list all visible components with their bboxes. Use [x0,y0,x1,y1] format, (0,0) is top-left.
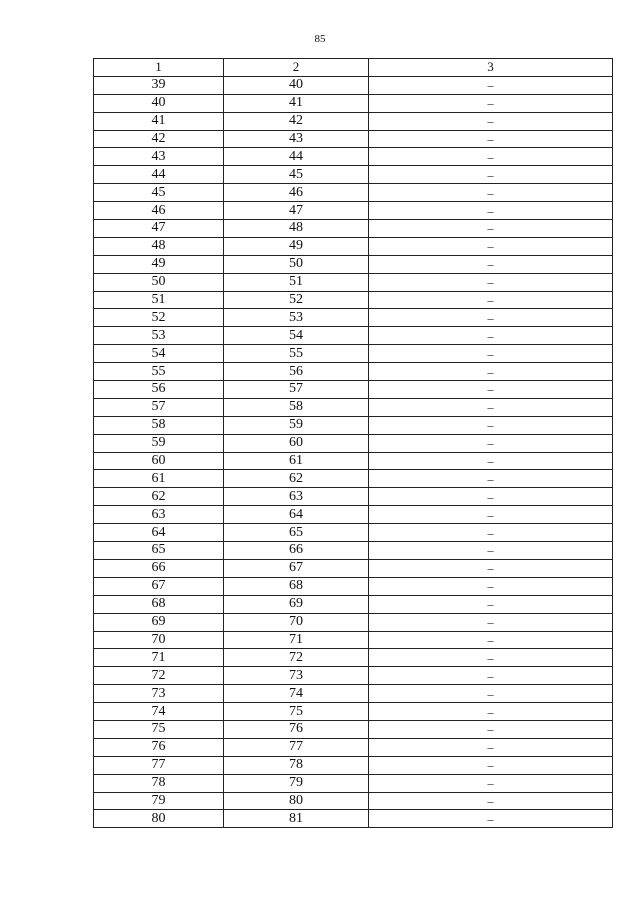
table-cell-col-3: – [369,810,613,828]
table-cell-col-1: 78 [94,774,224,792]
table-cell-col-1: 57 [94,398,224,416]
table-cell-col-3: – [369,470,613,488]
table-cell-col-3: – [369,774,613,792]
table-cell-col-3: – [369,363,613,381]
table-cell-col-2: 56 [224,363,369,381]
table-cell-col-2: 50 [224,255,369,273]
table-cell-col-2: 45 [224,166,369,184]
table-cell-col-2: 74 [224,685,369,703]
table-row [94,130,613,148]
table-row [94,327,613,345]
table-cell-col-1: 79 [94,792,224,810]
table-cell-col-3: – [369,94,613,112]
table-cell-col-2: 52 [224,291,369,309]
table-row [94,237,613,255]
table-cell-col-1: 66 [94,559,224,577]
table-cell-col-1: 51 [94,291,224,309]
table-cell-col-2: 61 [224,452,369,470]
table-cell-col-2: 76 [224,720,369,738]
table-cell-col-3: – [369,434,613,452]
table-cell-col-3: – [369,327,613,345]
table-cell-col-2: 48 [224,220,369,238]
table-row [94,506,613,524]
table-cell-col-2: 79 [224,774,369,792]
table-body [94,76,613,827]
table-row [94,166,613,184]
table-cell-col-3: – [369,577,613,595]
table-cell-col-2: 73 [224,667,369,685]
table-row [94,470,613,488]
table-row [94,76,613,94]
table-cell-col-3: – [369,738,613,756]
table-cell-col-1: 47 [94,220,224,238]
table-row [94,434,613,452]
table-cell-col-1: 73 [94,685,224,703]
table-row [94,309,613,327]
table-cell-col-2: 43 [224,130,369,148]
table-cell-col-2: 70 [224,613,369,631]
table-cell-col-1: 56 [94,381,224,399]
table-cell-col-3: – [369,273,613,291]
table-header-row [94,59,613,77]
table-row [94,184,613,202]
table-row [94,148,613,166]
table-row [94,452,613,470]
table-cell-col-3: – [369,112,613,130]
table-cell-col-1: 58 [94,416,224,434]
table-cell-col-3: – [369,595,613,613]
table-cell-col-2: 47 [224,202,369,220]
table-row [94,363,613,381]
table-cell-col-3: – [369,202,613,220]
table-cell-col-2: 51 [224,273,369,291]
table-cell-col-2: 53 [224,309,369,327]
table-cell-col-3: – [369,756,613,774]
table-cell-col-2: 72 [224,649,369,667]
table-row [94,291,613,309]
table-row [94,381,613,399]
table-cell-col-1: 52 [94,309,224,327]
table-cell-col-1: 55 [94,363,224,381]
table-row [94,273,613,291]
table-row [94,112,613,130]
table-row [94,255,613,273]
table-cell-col-3: – [369,720,613,738]
table-cell-col-3: – [369,184,613,202]
table-cell-col-3: – [369,792,613,810]
table-cell-col-2: 42 [224,112,369,130]
table-cell-col-2: 67 [224,559,369,577]
table-cell-col-2: 40 [224,76,369,94]
table-cell-col-3: – [369,649,613,667]
table-cell-col-2: 66 [224,542,369,560]
table-row [94,542,613,560]
table-row [94,792,613,810]
table-cell-col-1: 50 [94,273,224,291]
table-cell-col-3: – [369,166,613,184]
table-row [94,756,613,774]
table-row [94,345,613,363]
data-table-container [93,58,612,828]
table-cell-col-1: 68 [94,595,224,613]
table-row [94,810,613,828]
table-cell-col-2: 55 [224,345,369,363]
table-cell-col-3: – [369,237,613,255]
table-cell-col-2: 68 [224,577,369,595]
table-cell-col-3: – [369,631,613,649]
table-cell-col-1: 74 [94,703,224,721]
table-cell-col-3: – [369,398,613,416]
table-row [94,649,613,667]
table-cell-col-2: 60 [224,434,369,452]
table-cell-col-3: – [369,309,613,327]
table-cell-col-3: – [369,452,613,470]
table-row [94,94,613,112]
table-cell-col-1: 62 [94,488,224,506]
table-cell-col-3: – [369,345,613,363]
table-cell-col-3: – [369,130,613,148]
table-cell-col-1: 44 [94,166,224,184]
table-cell-col-2: 59 [224,416,369,434]
table-cell-col-1: 67 [94,577,224,595]
table-cell-col-2: 65 [224,524,369,542]
table-cell-col-3: – [369,148,613,166]
table-cell-col-1: 59 [94,434,224,452]
table-cell-col-1: 49 [94,255,224,273]
table-cell-col-1: 69 [94,613,224,631]
table-row [94,488,613,506]
table-cell-col-2: 49 [224,237,369,255]
table-cell-col-3: – [369,667,613,685]
table-cell-col-3: – [369,542,613,560]
table-cell-col-1: 48 [94,237,224,255]
table-row [94,595,613,613]
table-cell-col-3: – [369,703,613,721]
table-row [94,559,613,577]
table-cell-col-1: 76 [94,738,224,756]
table-cell-col-3: – [369,381,613,399]
table-cell-col-3: – [369,291,613,309]
column-header-3: 3 [369,59,613,77]
table-cell-col-2: 44 [224,148,369,166]
table-cell-col-3: – [369,524,613,542]
table-row [94,774,613,792]
table-cell-col-1: 42 [94,130,224,148]
table-row [94,720,613,738]
table-cell-col-1: 60 [94,452,224,470]
table-cell-col-1: 39 [94,76,224,94]
table-cell-col-3: – [369,559,613,577]
table-cell-col-2: 80 [224,792,369,810]
table-row [94,220,613,238]
data-table [93,58,613,828]
table-row [94,685,613,703]
table-cell-col-1: 43 [94,148,224,166]
table-cell-col-3: – [369,488,613,506]
table-cell-col-1: 53 [94,327,224,345]
table-cell-col-2: 57 [224,381,369,399]
table-cell-col-2: 41 [224,94,369,112]
table-cell-col-1: 63 [94,506,224,524]
table-cell-col-1: 75 [94,720,224,738]
table-cell-col-1: 61 [94,470,224,488]
table-cell-col-1: 40 [94,94,224,112]
table-row [94,703,613,721]
table-row [94,524,613,542]
table-row [94,202,613,220]
table-row [94,631,613,649]
table-cell-col-3: – [369,220,613,238]
table-row [94,613,613,631]
table-cell-col-2: 77 [224,738,369,756]
table-cell-col-2: 75 [224,703,369,721]
table-cell-col-2: 58 [224,398,369,416]
table-row [94,577,613,595]
table-cell-col-3: – [369,76,613,94]
table-cell-col-1: 64 [94,524,224,542]
table-row [94,667,613,685]
table-cell-col-3: – [369,613,613,631]
table-cell-col-1: 72 [94,667,224,685]
table-cell-col-1: 45 [94,184,224,202]
table-cell-col-2: 46 [224,184,369,202]
table-cell-col-1: 77 [94,756,224,774]
table-cell-col-3: – [369,506,613,524]
table-cell-col-1: 80 [94,810,224,828]
table-cell-col-2: 71 [224,631,369,649]
table-cell-col-1: 41 [94,112,224,130]
table-cell-col-2: 78 [224,756,369,774]
table-cell-col-1: 71 [94,649,224,667]
table-cell-col-3: – [369,685,613,703]
table-row [94,398,613,416]
table-row [94,738,613,756]
table-cell-col-1: 65 [94,542,224,560]
table-cell-col-2: 81 [224,810,369,828]
column-header-2: 2 [224,59,369,77]
column-header-1: 1 [94,59,224,77]
table-cell-col-1: 46 [94,202,224,220]
table-cell-col-1: 54 [94,345,224,363]
page-number: 85 [314,33,326,45]
table-cell-col-3: – [369,416,613,434]
table-cell-col-3: – [369,255,613,273]
table-cell-col-2: 64 [224,506,369,524]
table-row [94,416,613,434]
table-cell-col-2: 63 [224,488,369,506]
table-cell-col-2: 54 [224,327,369,345]
table-cell-col-2: 62 [224,470,369,488]
table-cell-col-1: 70 [94,631,224,649]
table-cell-col-2: 69 [224,595,369,613]
